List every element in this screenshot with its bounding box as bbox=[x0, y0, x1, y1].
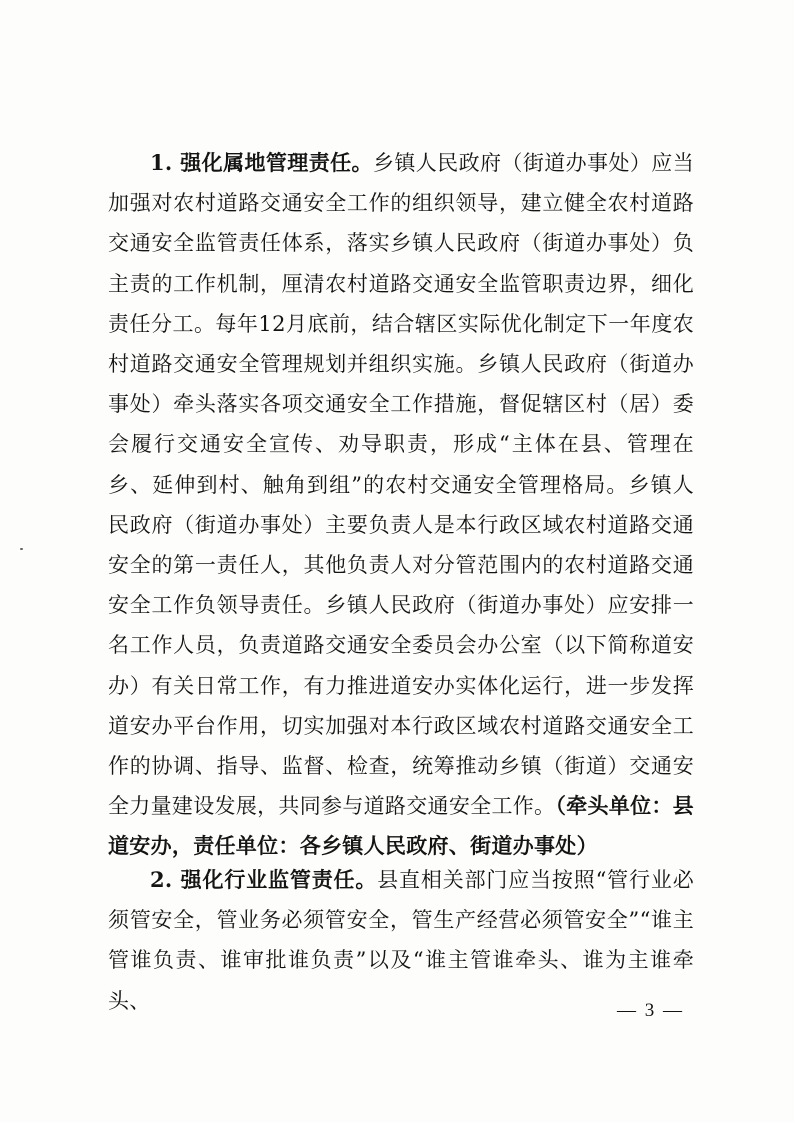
paragraph-body: 乡镇人民政府（街道办事处）应当加强对农村道路交通安全工作的组织领导，建立健全农村道路交通安全监管责任体系，落实乡镇人民政府（街道办事处）负主责的工作机制，厘清农村道路交通安全监管职责边界，细化责任分工。每年12月底前，结合辖区实际优化制定下一年度农村道路交通安全管理规划并组织实施。乡镇人民政府（街道办事处）牵头落实各项交通安全工作措施，督促辖区村（居）委会履行交通安全宣传、劝导职责，形成“主体在县、管理在乡、延伸到村、触角到组”的农村交通安全管理格局。乡镇人民政府（街道办事处）主要负责人是本行政区域农村道路交通安全的第一责任人，其他负责人对分管范围内的农村道路交通安全工作负领导责任。乡镇人民政府（街道办事处）应安排一名工作人员，负责道路交通安全委员会办公室（以下简称道安办）有关日常工作，有力推进道安办实体化运行，进一步发挥道安办平台作用，切实加强对本行政区域农村道路交通安全工作的协调、指导、监督、检查，统筹推动乡镇（街道）交通安全力量建设发展，共同参与道路交通安全工作。 bbox=[108, 151, 695, 819]
paragraph-heading: 1. 强化属地管理责任。 bbox=[150, 150, 373, 175]
responsible-units-note: （牵头单位：县道安办，责任单位：各乡镇人民政府、街道办事处） bbox=[108, 793, 694, 859]
scan-speck bbox=[20, 548, 23, 550]
paragraph-territorial-responsibility bbox=[108, 143, 694, 867]
paragraph-body: 县直相关部门应当按照“管行业必须管安全，管业务必须管安全，管生产经营必须管安全”“谁主管谁负责、谁审批谁负责”以及“谁主管谁牵头、谁为主谁牵头、 bbox=[108, 868, 694, 1013]
paragraph-heading: 2. 强化行业监管责任。 bbox=[150, 867, 378, 892]
paragraph-industry-supervision bbox=[108, 860, 694, 1021]
page-number: — 3 — bbox=[617, 1000, 684, 1021]
